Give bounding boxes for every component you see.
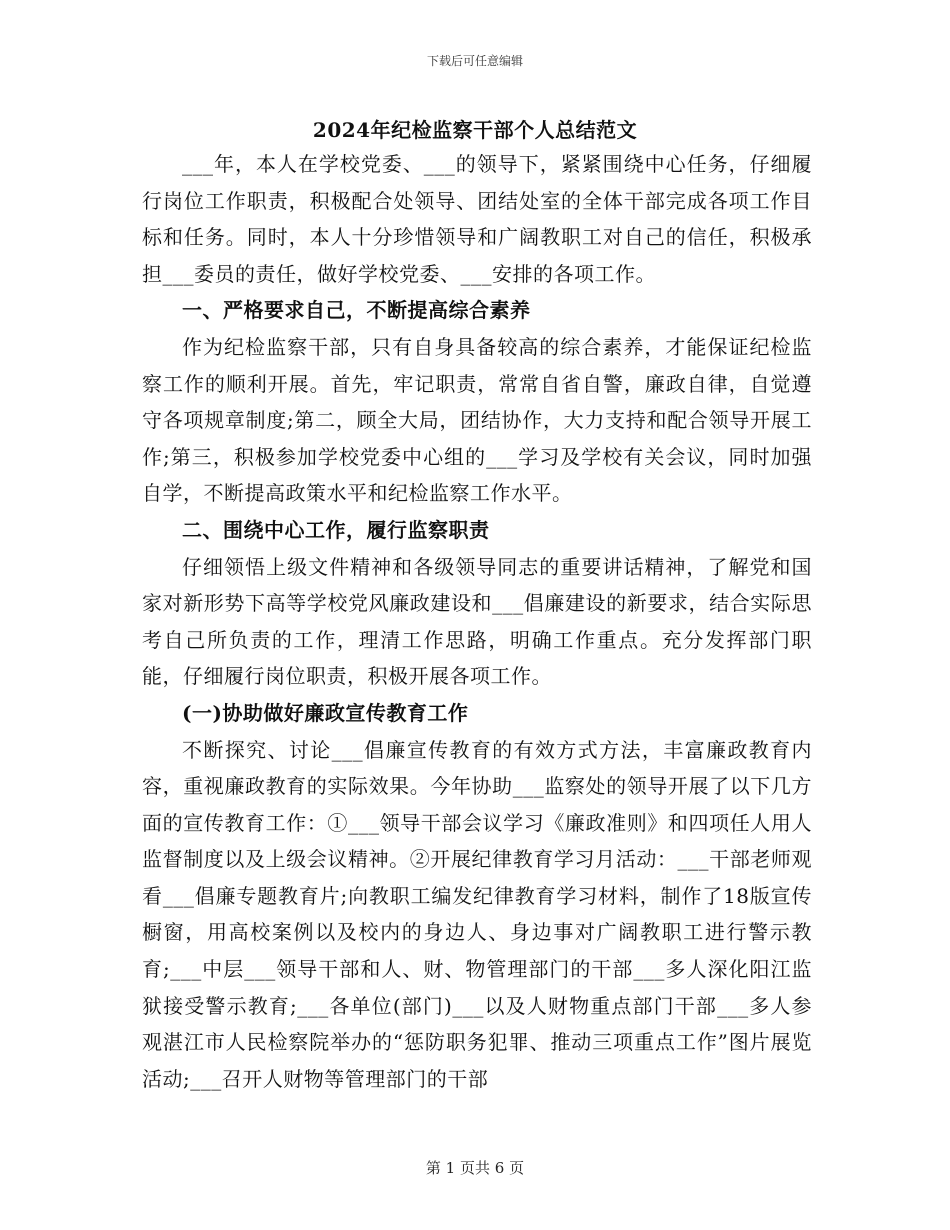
download-note: 下载后可任意编辑 — [426, 54, 523, 68]
paragraph-intro: ___年，本人在学校党委、___的领导下，紧紧围绕中心任务，仔细履行岗位工作职责，积极配合处领导、团结处室的全体干部完成各项工作目标和任务。同时，本人十分珍惜领导和广阔教职工对自己的信任，积极承担___委员的责任，做好学校党委、___安排的各项工作。 — [142, 152, 812, 286]
paragraph-subsection-1: 不断探究、讨论___倡廉宣传教育的有效方式方法，丰富廉政教育内容，重视廉政教育的实际效果。今年协助___监察处的领导开展了以下几方面的宣传教育工作：①___领导干部会议学习《廉政准则》和四项任人用人监督制度以及上级会议精神。②开展纪律教育学习月活动：___干部老师观看___倡廉专题教育片;向教职工编发纪律教育学习材料，制作了18版宣传橱窗，用高校案例以及校内的身边人、身边事对广阔教职工进行警示教育;___中层___领导干部和人、财、物管理部门的干部___多人深化阳江监狱接受警示教育;___各单位(部门)___以及人财物重点部门干部___多人参观湛江市人民检察院举办的“惩防职务犯罪、推动三项重点工作”图片展览活动;___召开人财物等管理部门的干部 — [142, 737, 812, 1091]
subsection-heading-1: (一)协助做好廉政宣传教育工作 — [182, 700, 469, 725]
paragraph-section-2: 仔细领悟上级文件精神和各级领导同志的重要讲话精神，了解党和国家对新形势下高等学校党风廉政建设和___倡廉建设的新要求，结合实际思考自己所负责的工作，理清工作思路，明确工作重点。充分发挥部门职能，仔细履行岗位职责，积极开展各项工作。 — [142, 554, 812, 689]
section-heading-1: 一、严格要求自己，不断提高综合素养 — [182, 298, 531, 323]
page-number: 第 1 页共 6 页 — [425, 1159, 525, 1177]
document-title: 2024年纪检监察干部个人总结范文 — [312, 118, 638, 142]
section-heading-2: 二、围绕中心工作，履行监察职责 — [182, 517, 490, 542]
document-body — [142, 146, 812, 1097]
paragraph-section-1: 作为纪检监察干部，只有自身具备较高的综合素养，才能保证纪检监察工作的顺利开展。首先，牢记职责，常常自省自警，廉政自律，自觉遵守各项规章制度;第二，顾全大局，团结协作，大力支持和配合领导开展工作;第三，积极参加学校党委中心组的___学习及学校有关会议，同时加强自学，不断提高政策水平和纪检监察工作水平。 — [142, 334, 812, 506]
